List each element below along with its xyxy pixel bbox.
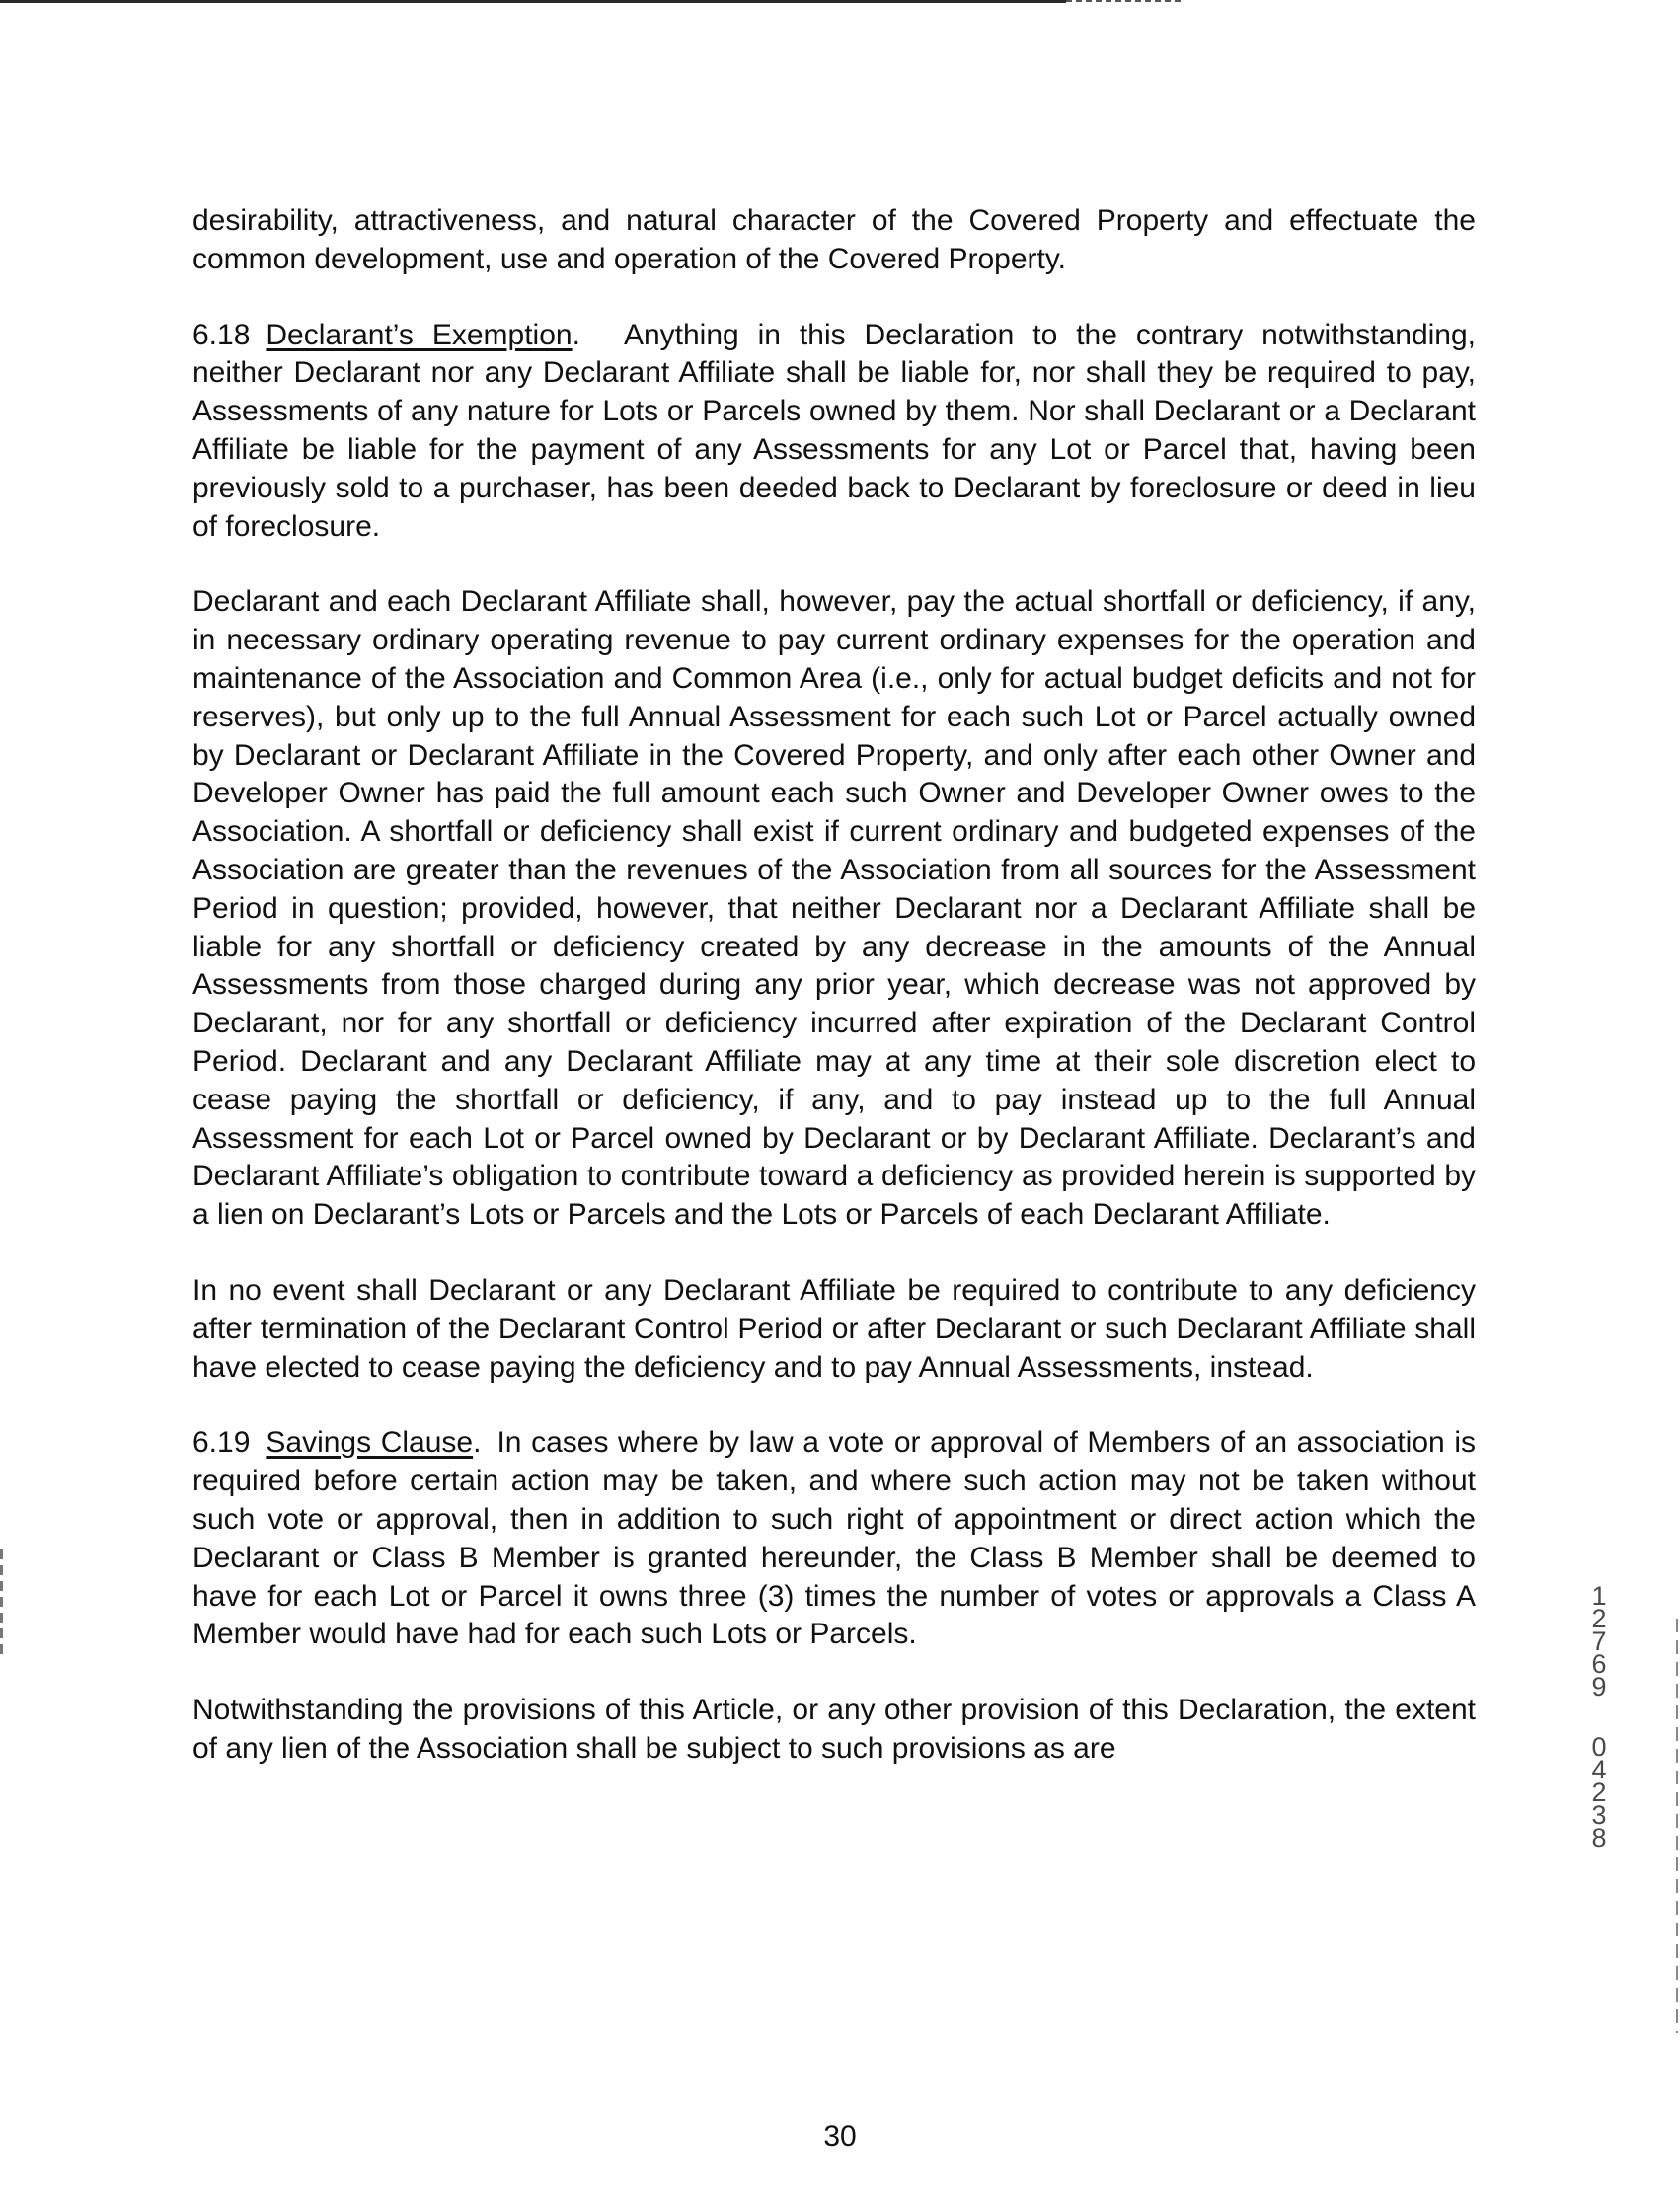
stamp-digit: 1 [1591,1581,1607,1611]
scan-top-rule-dashed [1066,0,1184,2]
page-number: 30 [823,2120,857,2153]
section-number: 6.19 [192,1426,251,1460]
section-heading: Savings Clause [266,1426,474,1460]
stamp-digit: 3 [1591,1800,1607,1830]
document-body [192,202,1476,1806]
paragraph-text: Notwithstanding the provisions of this Article, or any other provision of this Declaration, the extent of any lien of the Association shall be subject to such provisions as are [192,1694,1476,1765]
section-6-19: 6.19 Savings Clause. In cases where by law a vote or approval of Members of an association is required before certain action may be taken, and where such action may not be taken without such vote or approval, then in addition to such right of appointment or direct action which the Declarant or Class B Member is granted hereunder, the Class B Member shall be deemed to have for each Lot or Parcel it owns three (3) times the number of votes or approvals a Class A Member would have had for each such Lots or Parcels. [192,1426,1476,1651]
paragraph-notwithstanding [192,1692,1476,1769]
paragraph-shortfall [192,583,1476,1235]
paragraph-continuation [192,202,1476,279]
section-6-18: 6.18 Declarant’s Exemption. Anything in this Declaration to the contrary notwithstanding, neither Declarant nor any Declarant Affiliate shall be liable for, nor shall they be required to pay, Assessments of any nature for Lots or Parcels owned by them. Nor shall Declarant or a Declarant Affiliate be liable for the payment of any Assessments for any Lot or Parcel that, having been previously sold to a purchaser, has been deeded back to Declarant by foreclosure or deed in lieu of foreclosure. [192,318,1476,543]
stamp-digit: 0 [1591,1732,1607,1762]
stamp-digit: 4 [1591,1755,1607,1784]
stamp-digit: 6 [1591,1649,1607,1679]
section-text: Anything in this Declaration to the contrary notwithstanding, neither Declarant nor any Declarant Affiliate shall be liable for, nor shall they be required to pay, Assessments of any nature for Lots or Parcels owned by them. Nor shall Declarant or a Declarant Affiliate be liable for the payment of any Assessments for any Lot or Parcel that, having been previously sold to a purchaser, has been deeded back to Declarant by foreclosure or deed in lieu of foreclosure. [192,318,1476,543]
section-text: In cases where by law a vote or approval of Members of an association is required before certain action may be taken, and where such action may not be taken without such vote or approval, then in addition to such right of appointment or direct action which the Declarant or Class B Member is granted hereunder, the Class B Member shall be deemed to have for each Lot or Parcel it owns three (3) times the number of votes or approvals a Class A Member would have had for each such Lots or Parcels. [192,1426,1476,1651]
paragraph-text: desirability, attractiveness, and natural character of the Covered Property and effectuate the common development, use and operation of the Covered Property. [192,204,1476,275]
scan-right-edge-mark [1676,1619,1678,2033]
stamp-digit: 9 [1591,1672,1607,1701]
section-heading: Declarant’s Exemption [266,318,573,351]
recording-stamp [1587,1581,1611,1852]
stamp-digit: 2 [1591,1777,1607,1807]
paragraph-text: In no event shall Declarant or any Declarant Affiliate be required to contribute to any deficiency after termination of the Declarant Control Period or after Declarant or such Declarant Affiliate shall have elected to cease paying the deficiency and to pay Annual Assessments, instead. [192,1273,1476,1384]
stamp-digit: 2 [1591,1604,1607,1633]
section-number: 6.18 [192,318,251,351]
scan-top-rule [0,0,1066,3]
paragraph-no-event [192,1272,1476,1387]
stamp-digit: 7 [1591,1626,1607,1656]
stamp-digit: 8 [1591,1823,1607,1852]
paragraph-text: Declarant and each Declarant Affiliate shall, however, pay the actual shortfall or deficiency, if any, in necessary ordinary operating revenue to pay current ordinary expenses for the operation and maintenance of the Association and Common Area (i.e., only for actual budget deficits and not for reserves), but only up to the full Annual Assessment for each such Lot or Parcel actually owned by Declarant or Declarant Affiliate in the Covered Property, and only after each other Owner and Developer Owner has paid the full amount each such Owner and Developer Owner owes to the Association. A shortfall or deficiency shall exist if current ordinary and budgeted expenses of the Association are greater than the revenues of the Association from all sources for the Assessment Period in question; provided, however, that neither Declarant nor a Declarant Affiliate shall be liable for any shortfall or deficiency created by any decrease in the amounts of the Annual Assessments from those charged during any prior year, which decrease was not approved by Declarant, nor for any shortfall or deficiency incurred after expiration of the Declarant Control Period. Declarant and any Declarant Affiliate may at any time at their sole discretion elect to cease paying the shortfall or deficiency, if any, and to pay instead up to the full Annual Assessment for each Lot or Parcel owned by Declarant or by Declarant Affiliate. Declarant’s and Declarant Affiliate’s obligation to contribute toward a deficiency as provided herein is supported by a lien on Declarant’s Lots or Parcels and the Lots or Parcels of each Declarant Affiliate. [192,585,1476,1232]
scan-left-edge-mark [0,1549,3,1658]
